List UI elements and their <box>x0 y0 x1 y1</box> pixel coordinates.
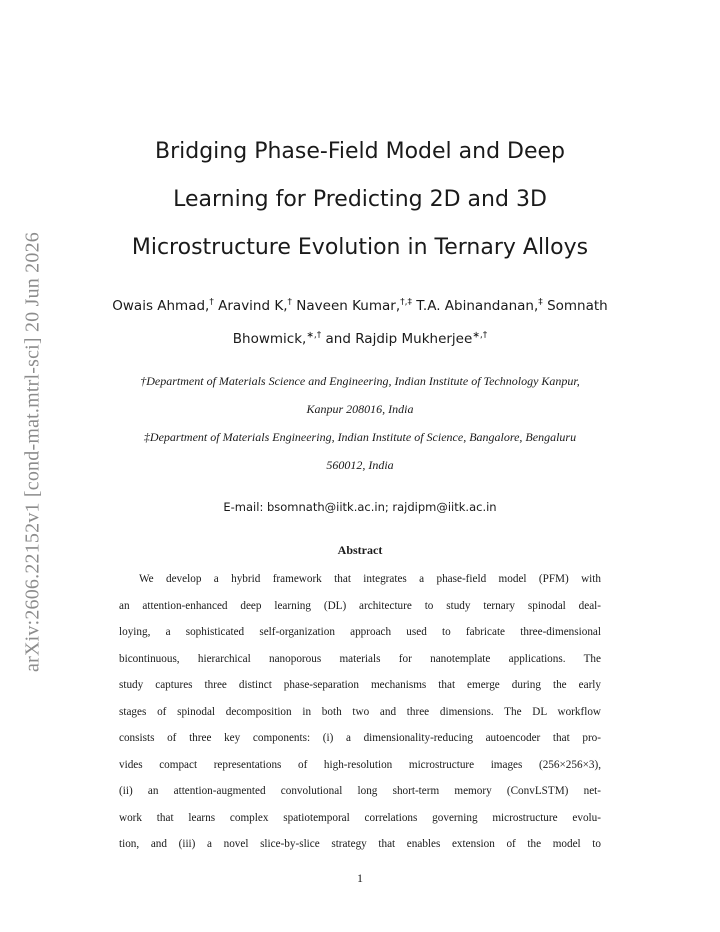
affiliation-line: Kanpur 208016, India <box>306 402 414 416</box>
title-line: Learning for Predicting 2D and 3D <box>173 187 547 212</box>
author-line <box>60 290 660 323</box>
author-affiliation-mark: ‡ <box>538 297 543 308</box>
abstract-line: stages of spinodal decomposition in both two and three dimensions. The DL workflow <box>119 705 601 718</box>
author-affiliation-mark: ∗,† <box>306 330 322 341</box>
affiliation-line: 560012, India <box>326 458 394 472</box>
author-name: Bhowmick, <box>232 331 307 347</box>
abstract-line: bicontinuous, hierarchical nanoporous materials for nanotemplate applications. The <box>119 652 601 665</box>
page-number: 1 <box>357 871 363 885</box>
title-line: Microstructure Evolution in Ternary Alloys <box>131 235 589 260</box>
author-affiliation-mark: † <box>287 297 292 308</box>
abstract-line: vides compact representations of high-resolution microstructure images (256×256×3), <box>119 758 601 771</box>
author-name: and Rajdip Mukherjee <box>321 331 473 347</box>
affiliation-line: †Department of Materials Science and Engineering, Indian Institute of Technology Kanpur, <box>140 374 580 388</box>
abstract-body <box>119 566 601 858</box>
author-name: Somnath <box>542 298 608 314</box>
author-line <box>60 323 660 356</box>
author-affiliation-mark: †,‡ <box>400 297 412 308</box>
abstract-line: tion, and (iii) a novel slice-by-slice strategy that enables extension of the model to <box>119 838 601 850</box>
affiliation <box>60 367 660 423</box>
contact-email: E-mail: bsomnath@iitk.ac.in; rajdipm@iitk.ac.in <box>223 500 497 514</box>
abstract-line: work that learns complex spatiotemporal correlations governing microstructure evolu- <box>119 811 601 824</box>
arxiv-identifier-stamp: arXiv:2606.22152v1 [cond-mat.mtrl-sci] 20 Jun 2026 <box>21 232 44 672</box>
author-affiliation-mark: † <box>209 297 214 308</box>
abstract-line: (ii) an attention-augmented convolutional long short-term memory (ConvLSTM) net- <box>119 785 601 797</box>
abstract-line: consists of three key components: (i) a dimensionality-reducing autoencoder that pro- <box>119 732 601 744</box>
affiliation <box>60 423 660 479</box>
abstract-line: an attention-enhanced deep learning (DL) architecture to study ternary spinodal deal- <box>119 599 601 612</box>
author-affiliation-mark: ∗,† <box>472 330 488 341</box>
abstract-line: We develop a hybrid framework that integrates a phase-field model (PFM) with <box>139 573 601 585</box>
affiliation-line: ‡Department of Materials Engineering, Indian Institute of Science, Bangalore, Bengaluru <box>143 430 577 444</box>
abstract-heading: Abstract <box>337 543 383 557</box>
author-name: Owais Ahmad, <box>112 298 210 314</box>
title-line: Bridging Phase-Field Model and Deep <box>155 139 565 164</box>
author-list <box>60 290 660 356</box>
abstract-line: study captures three distinct phase-separation mechanisms that emerge during the early <box>119 679 601 691</box>
abstract-line: loying, a sophisticated self-organization approach used to fabricate three-dimensional <box>119 626 601 638</box>
author-name: Naveen Kumar, <box>292 298 401 314</box>
author-name: T.A. Abinandanan, <box>412 298 539 314</box>
paper-title <box>60 128 660 272</box>
author-name: Aravind K, <box>213 298 288 314</box>
